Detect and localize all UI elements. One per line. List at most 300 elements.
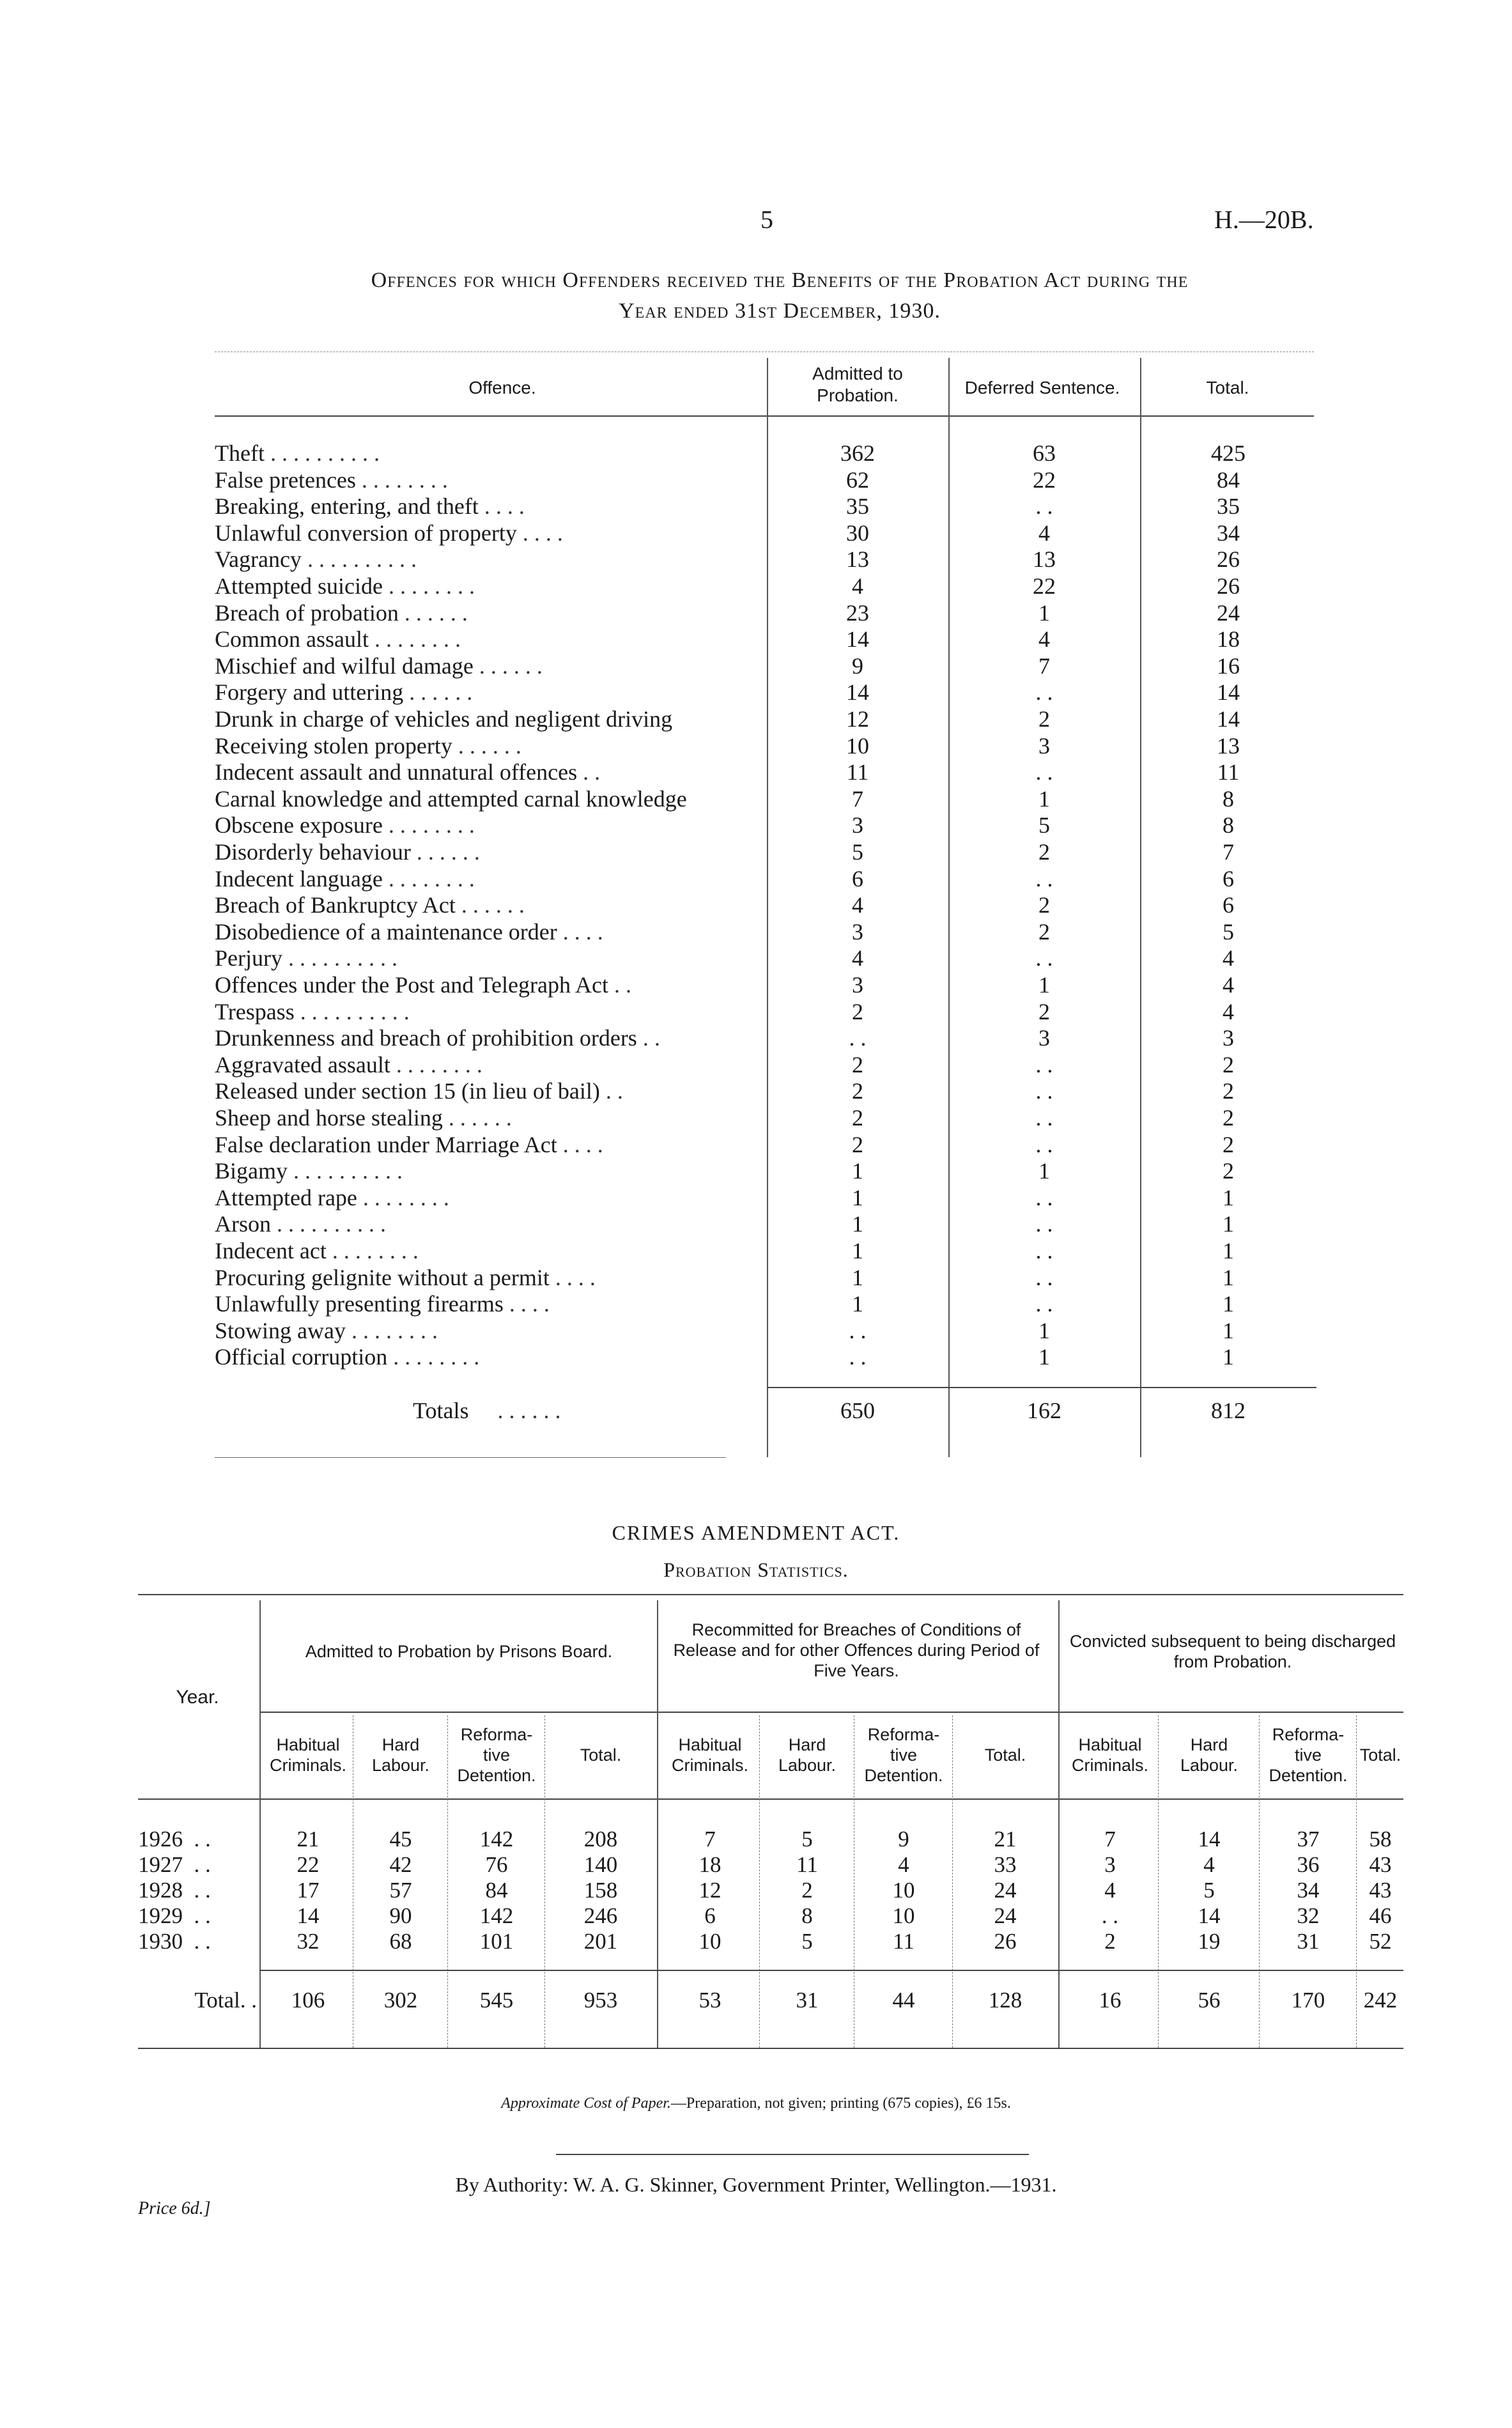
dot-leader: . . [183,1852,211,1877]
table-row [215,573,1314,599]
data-cell: 3 [1104,1852,1116,1877]
dot-leader: . . . . . . . . . . [282,945,397,971]
dot-leader: . . . . [478,493,525,520]
deferred-cell: 22 [1033,467,1056,493]
dot-leader: . . . . . . . . [345,1317,438,1343]
admitted-cell: 23 [846,599,869,626]
offence-name: Official corruption [215,1344,388,1370]
dot-leader: . . . . . . . . . . [288,1158,403,1184]
data-cell: 10 [892,1903,915,1928]
dot-leader: . . . . [549,1264,596,1290]
deferred-cell: 2 [1038,706,1050,732]
table-row [215,732,1314,759]
data-cell: 208 [583,1827,618,1852]
total-cell: 1 [1223,1344,1234,1370]
table-row [215,599,1314,626]
header-offence: Offence. [468,378,536,398]
offence-cell [215,759,758,785]
total-cell: 14 [1217,679,1240,706]
dot-leader: . . . . [503,1291,550,1317]
data-cell: 26 [994,1929,1017,1954]
table-row [215,812,1314,839]
dot-leader: . . [636,1025,660,1051]
offence-cell [215,839,758,865]
column-divider [1356,1715,1357,2048]
table-row [215,759,1314,785]
total-cell: 16 [1099,1988,1122,2013]
data-cell: 6 [704,1903,716,1928]
table-row [215,945,1314,971]
crimes-heading: CRIMES AMENDMENT ACT. [612,1521,900,1544]
cost-label: Approximate Cost of Paper. [501,2095,671,2112]
offence-cell [215,1025,758,1051]
table-row [215,785,1314,812]
year-cell [138,1878,257,1903]
data-cell: 18 [698,1852,721,1877]
offence-cell [215,573,758,599]
data-cell: 31 [1297,1929,1320,1954]
offence-cell [215,971,758,998]
offence-name: Breach of Bankruptcy Act [215,892,456,918]
offence-cell [215,493,758,520]
dot-leader: . . . . . . . . [357,1184,449,1210]
offence-name: Aggravated assault [215,1051,390,1078]
data-cell: 57 [389,1878,412,1903]
offence-cell [215,467,758,493]
total-cell: 1 [1223,1291,1234,1317]
dot-leader: . . [599,1078,623,1104]
data-cell: 36 [1297,1852,1320,1877]
total-cell: 56 [1198,1988,1221,2013]
data-cell: 45 [389,1827,412,1852]
admitted-cell: . . [849,1025,867,1051]
total-cell: 953 [583,1988,618,2013]
admitted-cell: 5 [852,839,863,865]
table-row [215,653,1314,679]
total-cell: 242 [1363,1988,1398,2013]
subheader-cell: Reforma-tive Detention. [1269,1725,1348,1785]
table-row [215,892,1314,918]
data-cell: 14 [1198,1827,1221,1852]
deferred-cell: . . [1035,1184,1053,1210]
year-cell [138,1827,257,1852]
data-cell: . . [1101,1903,1119,1928]
offence-cell [215,1157,758,1184]
dot-leader: . . . . . . . . . . [264,440,380,466]
offence-name: Released under section 15 (in lieu of bail) [215,1078,600,1104]
totals-leader: . . . . . . [497,1398,561,1423]
deferred-cell: 22 [1033,573,1056,599]
offence-name: Obscene exposure [215,812,383,839]
data-cell: 68 [389,1929,412,1954]
admitted-cell: 362 [840,440,875,466]
admitted-cell: 13 [846,546,869,573]
total-cell: 6 [1223,865,1234,892]
offence-cell [215,1264,758,1291]
document-reference: H.—20B. [1214,205,1314,234]
admitted-cell: . . [849,1317,867,1343]
table-row [215,1317,1314,1344]
deferred-cell: 4 [1038,626,1050,653]
header-year: Year. [176,1687,219,1708]
total-cell: 13 [1217,732,1240,759]
admitted-cell: 1 [852,1184,863,1210]
deferred-cell: 63 [1033,440,1056,466]
data-cell: 7 [704,1827,716,1852]
table-row [215,1131,1314,1158]
offence-cell [215,892,758,918]
table-row [215,1025,1314,1051]
data-cell: 246 [583,1903,618,1928]
data-cell: 11 [796,1852,818,1877]
admitted-cell: 3 [852,812,863,839]
offence-cell [215,1051,758,1078]
cost-note [0,2095,1512,2112]
admitted-cell: 62 [846,467,869,493]
dot-leader: . . . . . . [398,599,468,626]
table-row [215,1157,1314,1184]
deferred-cell: . . [1035,759,1053,785]
admitted-cell: 7 [852,785,863,812]
offence-cell [215,1343,758,1370]
totals-row [215,1397,1314,1424]
total-cell: 2 [1223,1078,1234,1104]
total-cell: 2 [1223,1105,1234,1131]
offence-name: Unlawful conversion of property [215,520,517,546]
deferred-cell: . . [1035,1051,1053,1078]
offences-table [215,352,1301,1464]
total-cell: 8 [1223,812,1234,839]
data-cell: 5 [801,1929,813,1954]
table-row [215,1104,1314,1131]
offence-cell [215,546,758,573]
year-cell [138,1903,257,1929]
footer-rule [556,2154,1029,2155]
table-row [215,493,1314,520]
offence-cell [215,653,758,679]
table-row [215,998,1314,1025]
data-cell: 32 [1297,1903,1320,1928]
subheader-cell: Total. [984,1745,1026,1765]
year-cell [138,1929,257,1954]
offence-cell [215,1184,758,1211]
offence-cell [215,440,758,467]
offence-name: Disorderly behaviour [215,839,411,865]
data-cell: 43 [1369,1878,1392,1903]
table-row [215,467,1314,493]
data-cell: 4 [898,1852,909,1877]
deferred-cell: 1 [1038,1158,1050,1184]
data-cell: 142 [479,1903,514,1928]
data-cell: 19 [1198,1929,1221,1954]
data-cell: 8 [801,1903,813,1928]
column-divider [447,1715,448,2048]
table-row [215,1210,1314,1237]
total-cell: 2 [1223,1158,1234,1184]
deferred-cell: 2 [1038,998,1050,1025]
table-row [215,679,1314,706]
deferred-cell: . . [1035,1238,1053,1264]
data-cell: 14 [297,1903,320,1928]
year-value: 1928 [138,1878,183,1903]
deferred-cell: . . [1035,493,1053,520]
total-cell: 4 [1223,972,1234,998]
deferred-cell: . . [1035,1291,1053,1317]
total-cell: 18 [1217,626,1240,653]
deferred-cell: 4 [1038,520,1050,546]
dot-leader: . . . . . . . . . . [301,546,417,573]
offence-name: Attempted suicide [215,573,383,599]
data-cell: 12 [698,1878,721,1903]
group-convicted: Convicted subsequent to being discharged from Probation. [1069,1632,1396,1671]
dot-leader: . . . . . . . . . . [271,1211,386,1237]
group-recommitted: Recommitted for Breaches of Conditions of Release and for other Offences during Period of Five Years. [673,1620,1040,1680]
offence-name: Forgery and uttering [215,679,404,706]
deferred-cell: . . [1035,1211,1053,1237]
offence-name: Receiving stolen property [215,732,452,759]
admitted-cell: 3 [852,918,863,945]
deferred-cell: . . [1035,945,1053,971]
total-cell: 545 [479,1988,514,2013]
offence-cell [215,626,758,653]
table-row [215,1264,1314,1291]
offence-name: Carnal knowledge and attempted carnal knowledge [215,785,687,812]
total-cell: 1 [1223,1238,1234,1264]
table-row [215,1184,1314,1211]
offence-cell [215,945,758,971]
admitted-cell: 2 [852,1078,863,1104]
dot-leader: . . . . [516,520,563,546]
deferred-cell: 2 [1038,918,1050,945]
offence-cell [215,599,758,626]
data-cell: 9 [898,1827,909,1852]
deferred-cell: 1 [1038,1317,1050,1343]
table-row [215,1078,1314,1104]
total-cell: 106 [291,1988,325,2013]
offence-name: Stowing away [215,1317,346,1343]
table1-title-line1: Offences for which Offenders received the Benefits of the Probation Act during the [371,268,1189,292]
data-cell: 140 [583,1852,618,1877]
data-cell: 90 [389,1903,412,1928]
deferred-cell: 2 [1038,839,1050,865]
admitted-cell: 12 [846,706,869,732]
offence-cell [215,1290,758,1317]
data-cell: 43 [1369,1852,1392,1877]
offence-cell [215,1131,758,1158]
admitted-cell: 1 [852,1158,863,1184]
data-cell: 11 [893,1929,914,1954]
deferred-cell: 3 [1038,1025,1050,1051]
table1-title-line2: Year ended 31st December, 1930. [619,299,941,323]
deferred-cell: . . [1035,1078,1053,1104]
dot-leader: . . . . . . [473,653,543,679]
total-cell: 1 [1223,1184,1234,1210]
total-cell: 302 [383,1988,418,2013]
admitted-cell: 3 [852,972,863,998]
total-cell: 4 [1223,998,1234,1025]
table-row [215,971,1314,998]
data-cell: 22 [297,1852,320,1877]
admitted-cell: 9 [852,653,863,679]
table-row [215,865,1314,892]
total-cell: 3 [1223,1025,1234,1051]
total-cell: 35 [1217,493,1240,520]
data-cell: 101 [479,1929,514,1954]
dot-leader: . . . . . . . . [369,626,461,653]
deferred-cell: 1 [1038,1344,1050,1370]
deferred-cell: 5 [1038,812,1050,839]
offence-name: Indecent language [215,865,383,892]
offence-name: Drunk in charge of vehicles and negligent driving [215,706,673,732]
total-cell: 425 [1211,440,1246,466]
deferred-cell: . . [1035,1131,1053,1157]
subheader-cell: Hard Labour. [1180,1735,1238,1775]
total-cell: 16 [1217,653,1240,679]
dot-leader: . . [183,1929,211,1954]
admitted-cell: 11 [846,759,869,785]
admitted-cell: 1 [852,1211,863,1237]
table-row [215,440,1314,467]
table-row [215,918,1314,945]
total-cell: 2 [1223,1051,1234,1078]
dot-leader: . . [183,1827,211,1852]
offence-name: Sheep and horse stealing [215,1105,443,1131]
data-cell: 42 [389,1852,412,1877]
data-cell: 58 [1369,1827,1392,1852]
dot-leader: . . . . . . . . [382,865,475,892]
table-row [215,1051,1314,1078]
offence-name: Unlawfully presenting firearms [215,1291,504,1317]
group-admitted: Admitted to Probation by Prisons Board. [305,1642,613,1661]
data-cell: 21 [297,1827,320,1852]
total-cell: 4 [1223,945,1234,971]
column-divider [1259,1715,1260,2048]
probation-statistics-table [138,1594,1403,2054]
cost-text: —Preparation, not given; printing (675 copies), £6 15s. [670,2095,1011,2112]
deferred-cell: . . [1035,679,1053,706]
deferred-cell: 13 [1033,546,1056,573]
admitted-cell: 4 [852,573,863,599]
totals-label: Totals [413,1398,469,1423]
data-cell: 201 [583,1929,618,1954]
data-cell: 2 [1104,1929,1116,1954]
subheader-cell: Hard Labour. [371,1735,430,1775]
admitted-cell: 14 [846,679,869,706]
offence-name: Indecent assault and unnatural offences [215,759,578,785]
total-cell: 1 [1223,1264,1234,1290]
header-deferred: Deferred Sentence. [964,378,1120,398]
offence-cell [215,706,758,732]
page-number: 5 [760,205,773,234]
totals-admitted: 650 [840,1398,875,1423]
dot-leader: . . . . . . [410,839,480,865]
offence-name: Breach of probation [215,599,399,626]
offence-cell [215,520,758,546]
offence-cell [215,812,758,839]
subheader-cell: Habitual Criminals. [671,1735,748,1775]
offence-name: False pretences [215,467,356,493]
deferred-cell: . . [1035,865,1053,892]
offence-name: Breaking, entering, and theft [215,493,479,520]
year-value: 1926 [138,1827,183,1852]
data-cell: 2 [801,1878,813,1903]
admitted-cell: 4 [852,892,863,918]
total-cell: 128 [988,1988,1022,2013]
deferred-cell: 2 [1038,892,1050,918]
dot-leader: . . . . . . . . [382,573,475,599]
total-cell: 7 [1223,839,1234,865]
table-row [215,546,1314,573]
deferred-cell: . . [1035,1264,1053,1290]
offence-name: False declaration under Marriage Act [215,1131,557,1157]
subheader-cell: Reforma-tive Detention. [864,1725,943,1785]
offence-name: Procuring gelignite without a permit [215,1264,550,1290]
offence-cell [215,1104,758,1131]
offence-name: Offences under the Post and Telegraph Act [215,972,608,998]
table-row [215,626,1314,653]
totals-total: 812 [1211,1398,1246,1423]
dot-leader: . . [608,972,631,998]
year-value: 1930 [138,1929,183,1954]
data-cell: 4 [1104,1878,1116,1903]
deferred-cell: 7 [1038,653,1050,679]
admitted-cell: 10 [846,732,869,759]
deferred-cell: 1 [1038,785,1050,812]
price-note: Price 6d.] [138,2199,211,2218]
offence-cell [215,998,758,1025]
offence-cell [215,865,758,892]
data-cell: 21 [994,1827,1017,1852]
subheader-cell: Reforma-tive Detention. [457,1725,536,1785]
offence-name: Common assault [215,626,369,653]
dot-leader: . . . . . . . . [355,467,448,493]
deferred-cell: . . [1035,1105,1053,1131]
data-cell: 7 [1104,1827,1116,1852]
subheader-cell: Hard Labour. [778,1735,837,1775]
total-cell: 24 [1217,599,1240,626]
admitted-cell: 1 [852,1238,863,1264]
table-row [215,706,1314,732]
dot-leader: . . . . . . . . [382,812,475,839]
subheader-cell: Total. [580,1745,622,1765]
table-row [215,1290,1314,1317]
offence-name: Disobedience of a maintenance order [215,918,557,945]
total-cell: 5 [1223,918,1234,945]
offence-name: Attempted rape [215,1184,357,1210]
column-divider [759,1715,760,2048]
offence-cell [215,732,758,759]
offence-cell [215,1210,758,1237]
year-value: 1927 [138,1852,183,1877]
subheader-cell: Habitual Criminals. [269,1735,346,1775]
data-cell: 32 [297,1929,320,1954]
data-cell: 14 [1198,1903,1221,1928]
data-cell: 84 [485,1878,508,1903]
total-cell: 11 [1217,759,1240,785]
dot-leader: . . . . . . . . [387,1344,480,1370]
dot-leader: . . . . . . [452,732,521,759]
total-cell: 53 [698,1988,721,2013]
admitted-cell: 2 [852,1051,863,1078]
data-cell: 34 [1297,1878,1320,1903]
admitted-cell: 2 [852,998,863,1025]
offence-name: Theft [215,440,265,466]
offence-name: Mischief and wilful damage [215,653,474,679]
total-cell: 31 [796,1988,819,2013]
offence-cell [215,1317,758,1344]
subheader-cell: Total. [1359,1745,1401,1765]
total-cell: 34 [1217,520,1240,546]
